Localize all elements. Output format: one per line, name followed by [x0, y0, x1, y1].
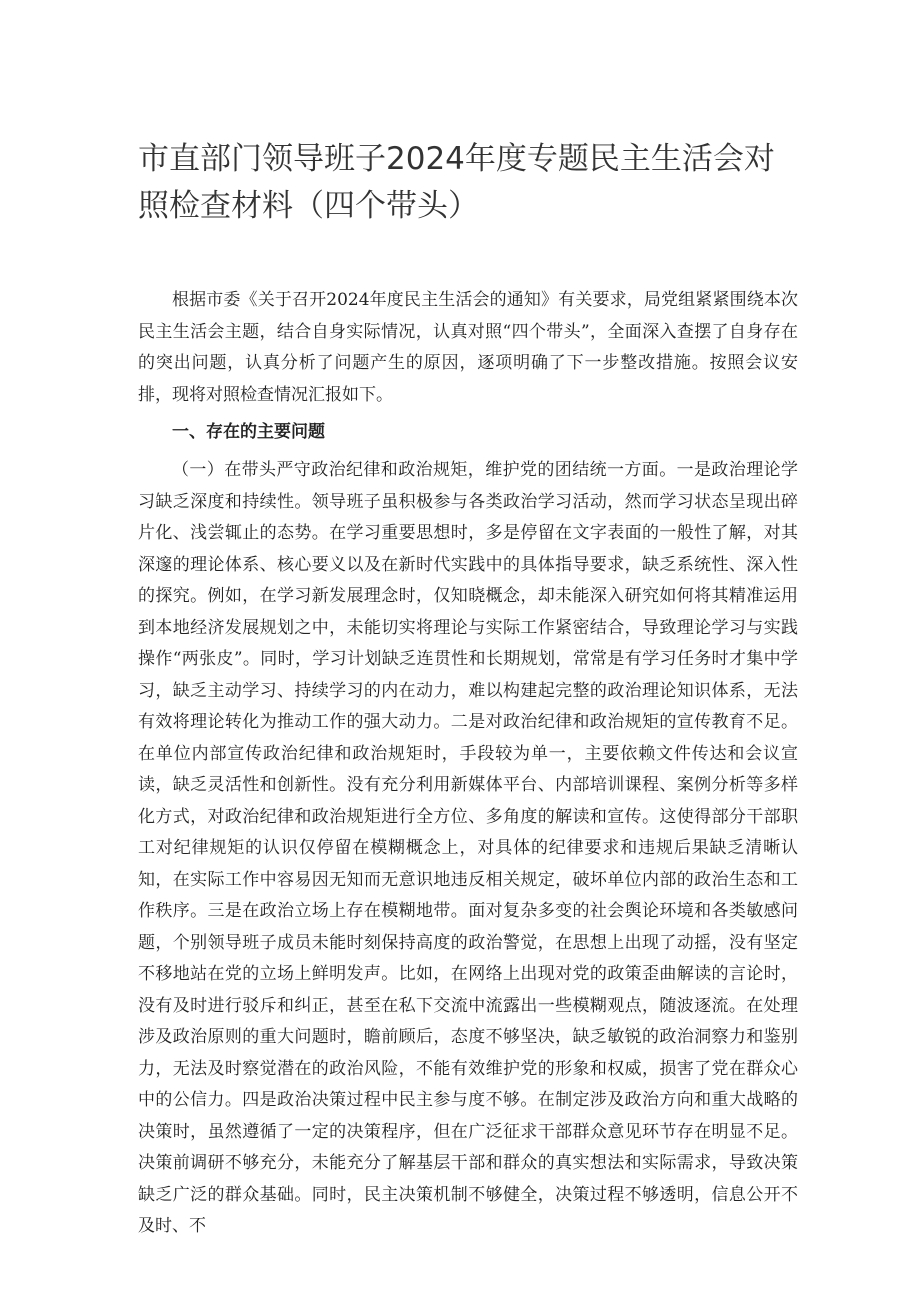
intro-paragraph: 根据市委《关于召开2024年度民主生活会的通知》有关要求，局党组紧紧围绕本次民主生活会主题，结合自身实际情况，认真对照“四个带头”，全面深入查摆了自身存在的突出问题，认真分析了问题产生的原因，逐项明确了下一步整改措施。按照会议安排，现将对照检查情况汇报如下。 [138, 290, 798, 405]
document-title: 市直部门领导班子2024年度专题民主生活会对照检查材料（四个带头） [138, 141, 775, 224]
section-heading: 一、存在的主要问题 [172, 422, 325, 442]
body-paragraph: （一）在带头严守政治纪律和政治规矩，维护党的团结统一方面。一是政治理论学习缺乏深度和持续性。领导班子虽积极参与各类政治学习活动，然而学习状态呈现出碎片化、浅尝辄止的态势。在学习重要思想时，多是停留在文字表面的一般性了解，对其深邃的理论体系、核心要义以及在新时代实践中的具体指导要求，缺乏系统性、深入性的探究。例如，在学习新发展理念时，仅知晓概念，却未能深入研究如何将其精准运用到本地经济发展规划之中，未能切实将理论与实际工作紧密结合，导致理论学习与实践操作“两张皮”。同时，学习计划缺乏连贯性和长期规划，常常是有学习任务时才集中学习，缺乏主动学习、持续学习的内在动力，难以构建起完整的政治理论知识体系，无法有效将理论转化为推动工作的强大动力。二是对政治纪律和政治规矩的宣传教育不足。在单位内部宣传政治纪律和政治规矩时，手段较为单一，主要依赖文件传达和会议宣读，缺乏灵活性和创新性。没有充分利用新媒体平台、内部培训课程、案例分析等多样化方式，对政治纪律和政治规矩进行全方位、多角度的解读和宣传。这使得部分干部职工对纪律规矩的认识仅停留在模糊概念上，对具体的纪律要求和违规后果缺乏清晰认知，在实际工作中容易因无知而无意识地违反相关规定，破坏单位内部的政治生态和工作秩序。三是在政治立场上存在模糊地带。面对复杂多变的社会舆论环境和各类敏感问题，个别领导班子成员未能时刻保持高度的政治警觉，在思想上出现了动摇，没有坚定不移地站在党的立场上鲜明发声。比如，在网络上出现对党的政策歪曲解读的言论时，没有及时进行驳斥和纠正，甚至在私下交流中流露出一些模糊观点，随波逐流。在处理涉及政治原则的重大问题时，瞻前顾后，态度不够坚决，缺乏敏锐的政治洞察力和鉴别力，无法及时察觉潜在的政治风险，不能有效维护党的形象和权威，损害了党在群众心中的公信力。四是政治决策过程中民主参与度不够。在制定涉及政治方向和重大战略的决策时，虽然遵循了一定的决策程序，但在广泛征求干部群众意见环节存在明显不足。决策前调研不够充分，未能充分了解基层干部和群众的真实想法和实际需求，导致决策缺乏广泛的群众基础。同时，民主决策机制不够健全，决策过程不够透明，信息公开不及时、不 [138, 460, 798, 1236]
